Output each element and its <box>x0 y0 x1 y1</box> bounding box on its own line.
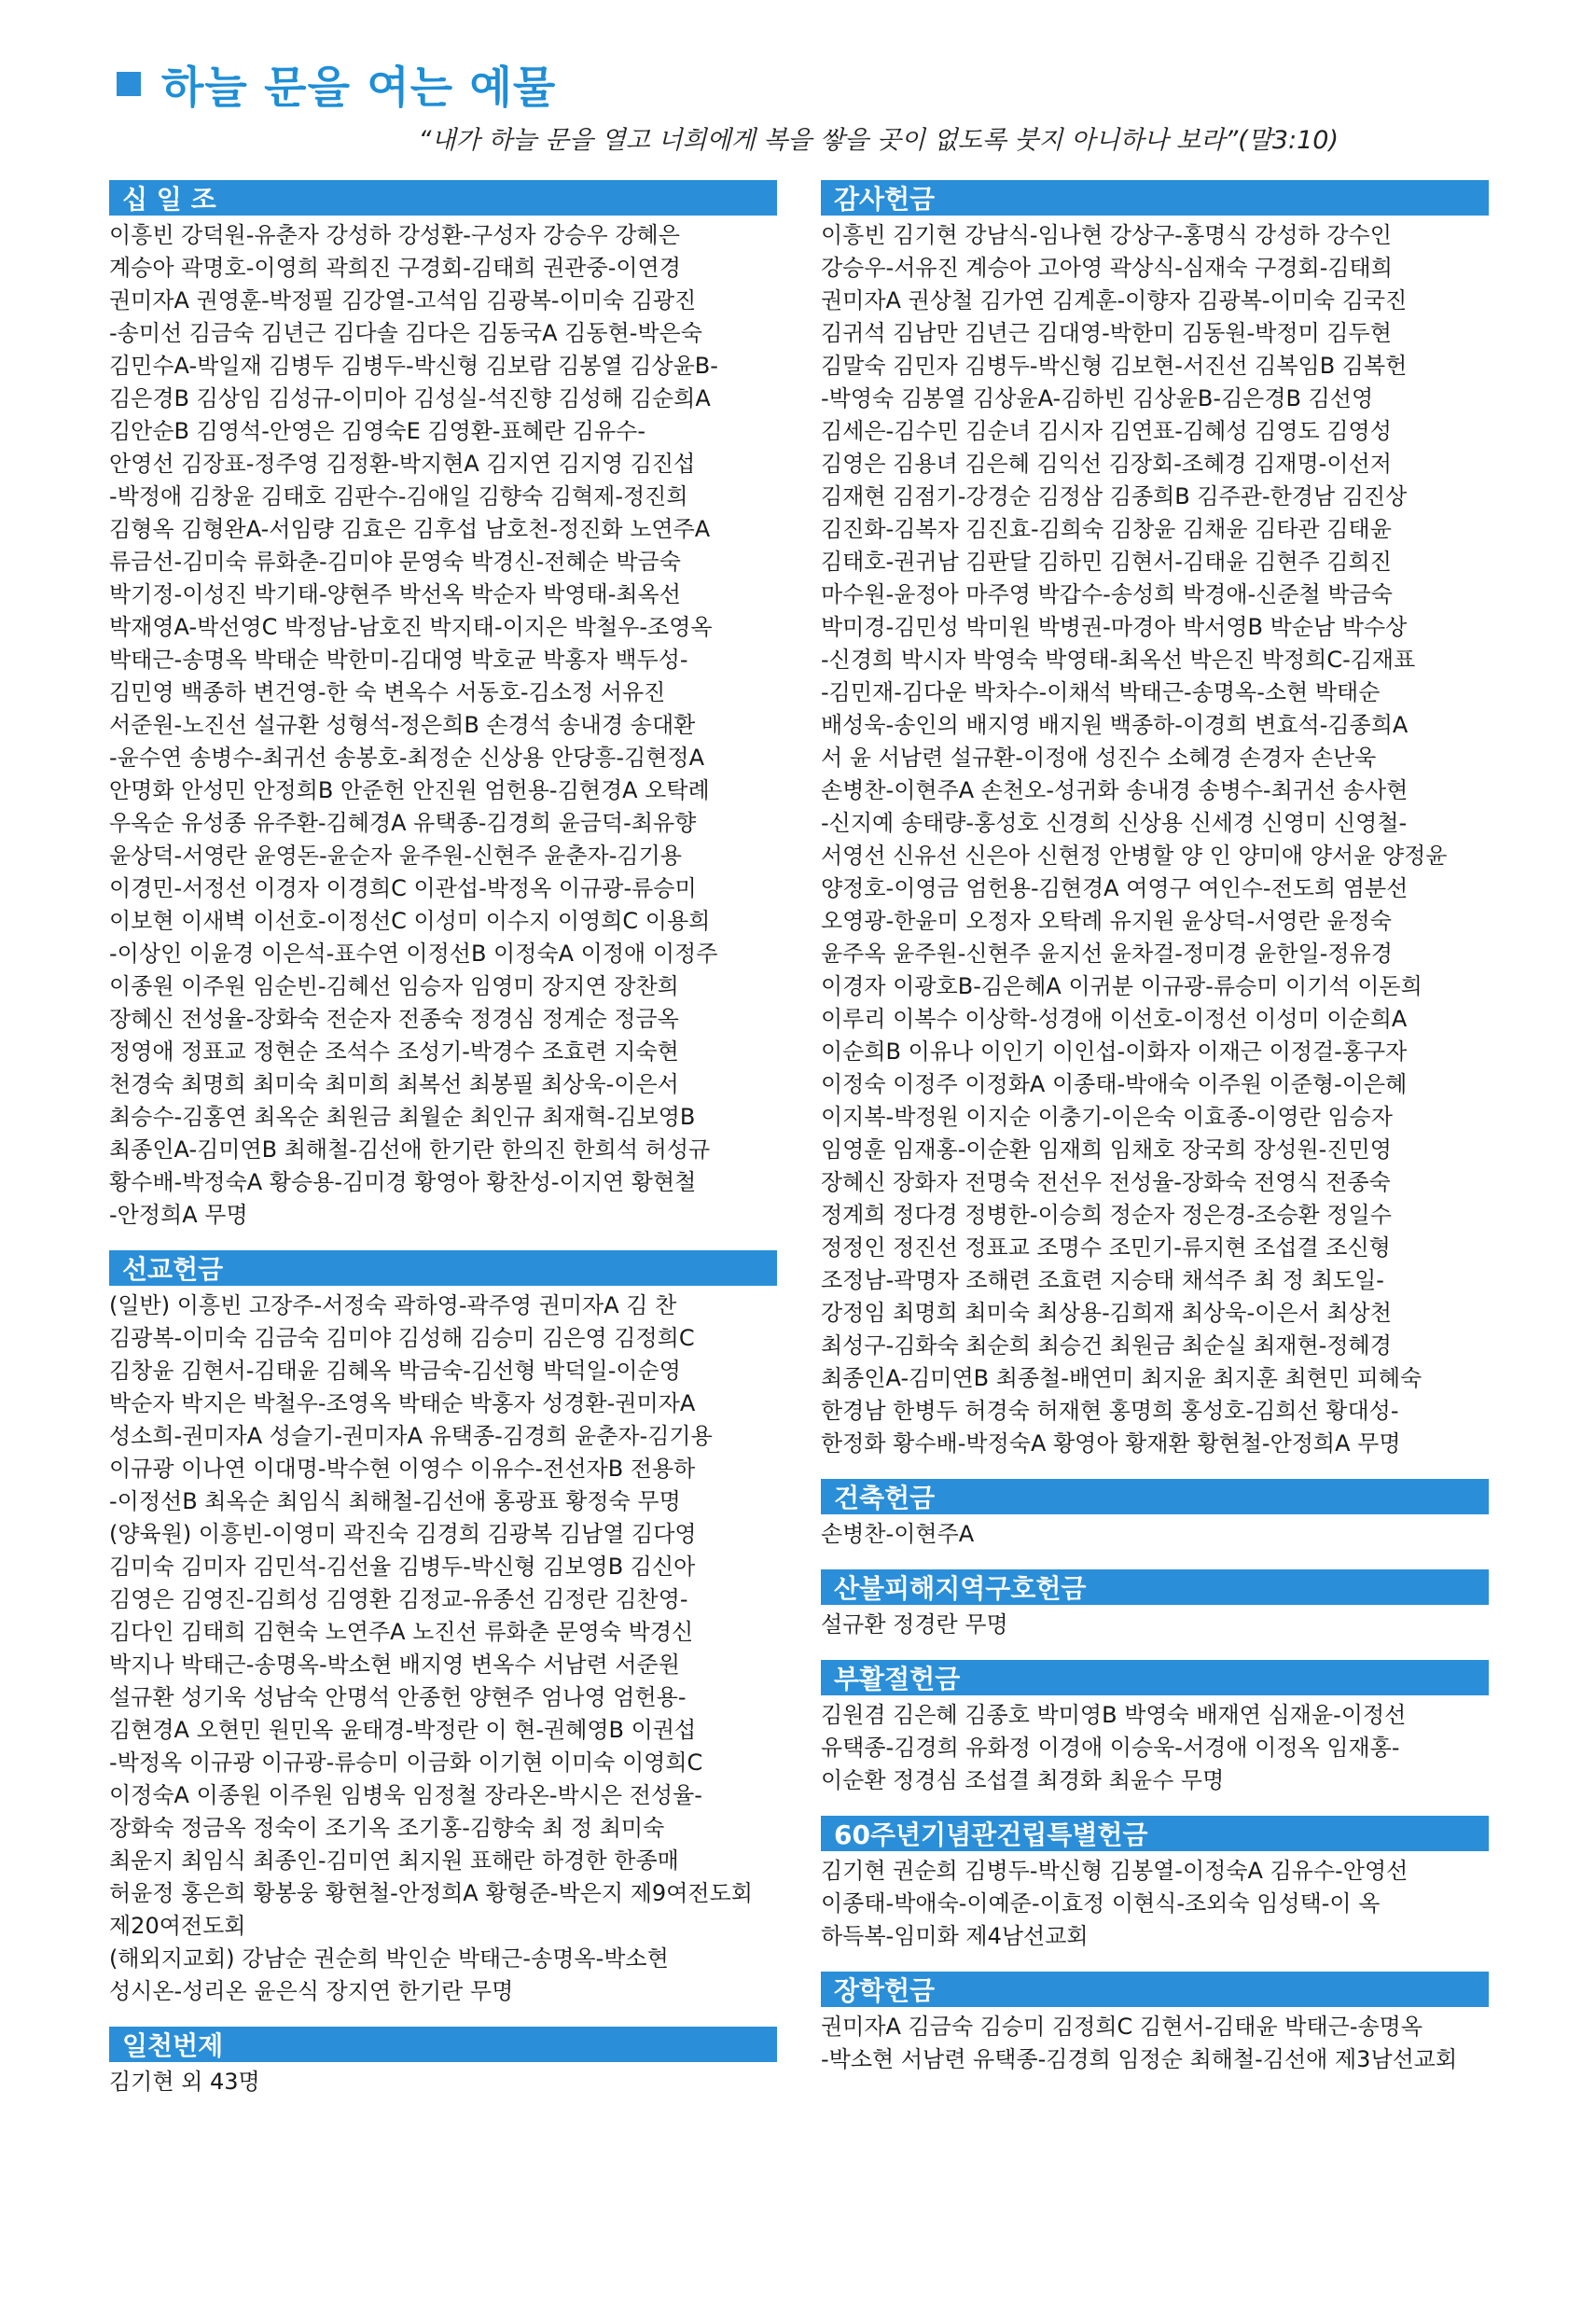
donor-line: 허윤정 홍은희 황봉웅 황현철-안정희A 황형준-박은지 제9여전도회 <box>109 1880 753 1906</box>
donor-line: 이정숙A 이종원 이주원 임병욱 임정철 장라온-박시은 전성율- <box>109 1782 702 1808</box>
donor-line: (일반) 이흥빈 고장주-서정숙 곽하영-곽주영 권미자A 김 찬 <box>109 1292 677 1318</box>
donor-line: -박정애 김창윤 김태호 김판수-김애일 김향숙 김혁제-정진희 <box>109 483 688 509</box>
donor-line: 조정남-곽명자 조해련 조효련 지승태 채석주 최 정 최도일- <box>821 1267 1384 1293</box>
donor-line: 김창윤 김현서-김태윤 김혜옥 박금숙-김선형 박덕일-이순영 <box>109 1358 681 1384</box>
section-heading: 부활절헌금 <box>821 1660 1489 1695</box>
donor-line: 김영은 김용녀 김은혜 김익선 김장회-조혜경 김재명-이선저 <box>821 451 1392 477</box>
offering-section <box>821 1816 1489 1953</box>
donor-line: 김민영 백종하 변건영-한 숙 변옥수 서동호-김소정 서유진 <box>109 679 666 705</box>
donor-line: 권미자A 권영훈-박정필 김강열-고석임 김광복-이미숙 김광진 <box>109 287 697 314</box>
section-heading: 장학헌금 <box>821 1972 1489 2007</box>
donor-line: 제20여전도회 <box>109 1913 246 1939</box>
section-body <box>109 1289 777 2008</box>
donor-line: 성시온-성리온 윤은식 장지연 한기란 무명 <box>109 1978 514 2004</box>
donor-line: 이흥빈 강덕원-유춘자 강성하 강성환-구성자 강승우 강혜은 <box>109 222 680 248</box>
offering-section <box>109 2027 777 2098</box>
donor-line: 박미경-김민성 박미원 박병권-마경아 박서영B 박순남 박수상 <box>821 614 1408 640</box>
donor-line: (양육원) 이흥빈-이영미 곽진숙 김경희 김광복 김남열 김다영 <box>109 1521 697 1547</box>
donor-line: 장혜신 장화자 전명숙 전선우 전성율-장화숙 전영식 전종숙 <box>821 1169 1391 1195</box>
donor-line: 김미숙 김미자 김민석-김선율 김병두-박신형 김보영B 김신아 <box>109 1554 696 1580</box>
donor-line: 하득복-임미화 제4남선교회 <box>821 1923 1089 1949</box>
section-heading: 60주년기념관건립특별헌금 <box>821 1816 1489 1851</box>
donor-line: 이정숙 이정주 이정화A 이종태-박애숙 이주원 이준형-이은혜 <box>821 1071 1408 1097</box>
offering-section <box>821 1569 1489 1641</box>
donor-line: 서준원-노진선 설규환 성형석-정은희B 손경석 송내경 송대환 <box>109 712 696 738</box>
page-title: 하늘 문을 여는 예물 <box>161 62 557 114</box>
section-heading: 산불피해지역구호헌금 <box>821 1569 1489 1605</box>
donor-line: -신지예 송태량-홍성호 신경희 신상용 신세경 신영미 신영철- <box>821 810 1408 836</box>
donor-line: 김태호-권귀남 김판달 김하민 김현서-김태윤 김현주 김희진 <box>821 549 1392 575</box>
offering-section <box>821 180 1489 1460</box>
donor-line: 최성구-김화숙 최순희 최승건 최원금 최순실 최재현-정혜경 <box>821 1332 1392 1359</box>
donor-line: -박정옥 이규광 이규광-류승미 이금화 이기현 이미숙 이영희C <box>109 1749 703 1776</box>
donor-line: -이상인 이윤경 이은석-표수연 이정선B 이정숙A 이정애 이정주 <box>109 941 718 967</box>
donor-line: (해외지교회) 강남순 권순희 박인순 박태근-송명옥-박소현 <box>109 1945 669 1972</box>
donor-line: 성소희-권미자A 성슬기-권미자A 유택종-김경희 윤춘자-김기용 <box>109 1423 713 1449</box>
donor-line: 김안순B 김영석-안영은 김영숙E 김영환-표혜란 김유수- <box>109 418 645 444</box>
section-body <box>821 1609 1489 1641</box>
donor-line: -박영숙 김봉열 김상윤A-김하빈 김상윤B-김은경B 김선영 <box>821 385 1374 411</box>
offering-section <box>821 1660 1489 1797</box>
donor-line: 이보현 이새벽 이선호-이정선C 이성미 이수지 이영희C 이용희 <box>109 908 711 934</box>
donor-line: 김영은 김영진-김희성 김영환 김정교-유종선 김정란 김찬영- <box>109 1586 688 1612</box>
donor-line: 김은경B 김상임 김성규-이미아 김성실-석진향 김성해 김순희A <box>109 385 711 411</box>
donor-line: -김민재-김다운 박차수-이채석 박태근-송명옥-소현 박태순 <box>821 679 1381 705</box>
donor-line: 손병찬-이현주A <box>821 1521 975 1547</box>
donor-line: 김형옥 김형완A-서임량 김효은 김후섭 남호천-정진화 노연주A <box>109 516 711 542</box>
donor-line: 장혜신 전성율-장화숙 전순자 전종숙 정경심 정계순 정금옥 <box>109 1006 679 1032</box>
section-body <box>821 2011 1489 2076</box>
donor-line: 박태근-송명옥 박태순 박한미-김대영 박호균 박홍자 백두성- <box>109 647 688 673</box>
donor-line: -윤수연 송병수-최귀선 송봉호-최정순 신상용 안당흥-김현정A <box>109 745 704 771</box>
donor-line: 권미자A 김금숙 김승미 김정희C 김현서-김태윤 박태근-송명옥 <box>821 2014 1423 2040</box>
donor-line: 박지나 박태근-송명옥-박소현 배지영 변옥수 서남련 서준원 <box>109 1652 680 1678</box>
scripture-quote: “내가 하늘 문을 열고 너희에게 복을 쌓을 곳이 없도록 붓지 아니하나 보라”(말3:10) <box>418 126 1339 155</box>
donor-line: 강승우-서유진 계승아 고아영 곽상식-심재숙 구경회-김태희 <box>821 255 1393 281</box>
section-body <box>821 219 1489 1460</box>
donor-line: 이지복-박정원 이지순 이충기-이은숙 이효종-이영란 임승자 <box>821 1104 1393 1130</box>
donor-line: 이경민-서정선 이경자 이경희C 이관섭-박정옥 이규광-류승미 <box>109 875 697 901</box>
donor-line: 안영선 김장표-정주영 김정환-박지현A 김지연 김지영 김진섭 <box>109 451 696 477</box>
donor-line: 설규환 정경란 무명 <box>821 1611 1008 1638</box>
donor-line: 이종태-박애숙-이예준-이효정 이현식-조외숙 임성택-이 옥 <box>821 1890 1381 1917</box>
donor-line: 계승아 곽명호-이영희 곽희진 구경회-김태희 권관중-이연경 <box>109 255 681 281</box>
donor-line: 이순희B 이유나 이인기 이인섭-이화자 이재근 이정걸-홍구자 <box>821 1039 1408 1065</box>
donor-line: -이정선B 최옥순 최임식 최해철-김선애 홍광표 황정숙 무명 <box>109 1488 681 1514</box>
section-heading: 건축헌금 <box>821 1479 1489 1514</box>
offering-section <box>821 1972 1489 2076</box>
donor-line: 정계희 정다경 정병한-이승희 정순자 정은경-조승환 정일수 <box>821 1202 1392 1228</box>
donor-line: 최종인A-김미연B 최해철-김선애 한기란 한의진 한희석 허성규 <box>109 1136 711 1163</box>
donor-line: 한정화 황수배-박정숙A 황영아 황재환 황현철-안정희A 무명 <box>821 1430 1401 1457</box>
donor-line: -송미선 김금숙 김년근 김다솔 김다은 김동국A 김동현-박은숙 <box>109 320 702 346</box>
donor-line: 황수배-박정숙A 황승용-김미경 황영아 황찬성-이지연 황현철 <box>109 1169 697 1195</box>
donor-line: 이순환 정경심 조섭결 최경화 최윤수 무명 <box>821 1767 1225 1793</box>
donor-line: 서 윤 서남련 설규환-이정애 성진수 소혜경 손경자 손난욱 <box>821 745 1377 771</box>
donor-line: 설규환 성기욱 성남숙 안명석 안종헌 양현주 엄나영 엄헌용- <box>109 1684 687 1710</box>
donor-line: 김귀석 김남만 김년근 김대영-박한미 김동원-박정미 김두현 <box>821 320 1392 346</box>
donor-line: 윤상덕-서영란 윤영돈-윤순자 윤주원-신현주 윤춘자-김기용 <box>109 843 682 869</box>
donor-line: 박기정-이성진 박기태-양현주 박선옥 박순자 박영태-최옥선 <box>109 581 681 607</box>
page-header <box>117 54 556 114</box>
donor-line: 김기현 외 43명 <box>109 2069 260 2095</box>
donor-line: 서영선 신유선 신은아 신현정 안병할 양 인 양미애 양서윤 양정윤 <box>821 843 1448 869</box>
section-heading: 선교헌금 <box>109 1250 777 1286</box>
donor-line: 김원겸 김은혜 김종호 박미영B 박영숙 배재연 심재윤-이정선 <box>821 1702 1407 1728</box>
donor-line: 우옥순 유성종 유주환-김혜경A 유택종-김경희 윤금덕-최유향 <box>109 810 697 836</box>
donor-line: 김광복-이미숙 김금숙 김미야 김성해 김승미 김은영 김정희C <box>109 1325 695 1351</box>
section-heading: 일천번제 <box>109 2027 777 2062</box>
donor-line: 한경남 한병두 허경숙 허재현 홍명희 홍성호-김희선 황대성- <box>821 1398 1399 1424</box>
donor-line: 김진화-김복자 김진효-김희숙 김창윤 김채윤 김타관 김태윤 <box>821 516 1392 542</box>
donor-line: 안명화 안성민 안정희B 안준헌 안진원 엄헌용-김현경A 오탁례 <box>109 777 710 803</box>
donor-line: 권미자A 권상철 김가연 김계훈-이향자 김광복-이미숙 김국진 <box>821 287 1408 314</box>
donor-line: 김말숙 김민자 김병두-박신형 김보현-서진선 김복임B 김복헌 <box>821 353 1408 379</box>
left-column <box>109 180 777 2117</box>
section-body <box>109 219 777 1232</box>
donor-line: 최종인A-김미연B 최종철-배연미 최지윤 최지훈 최현민 피혜숙 <box>821 1365 1423 1391</box>
donor-line: 박재영A-박선영C 박정남-남호진 박지태-이지은 박철우-조영옥 <box>109 614 713 640</box>
donor-line: 김다인 김태희 김현숙 노연주A 노진선 류화춘 문영숙 박경신 <box>109 1619 694 1645</box>
donor-line: 김세은-김수민 김순녀 김시자 김연표-김혜성 김영도 김영성 <box>821 418 1392 444</box>
section-heading: 십 일 조 <box>109 180 777 216</box>
offering-section <box>821 1479 1489 1551</box>
section-heading: 감사헌금 <box>821 180 1489 216</box>
donor-line: 강정임 최명희 최미숙 최상용-김희재 최상욱-이은서 최상천 <box>821 1300 1392 1326</box>
section-body <box>821 1855 1489 1953</box>
donor-line: 김민수A-박일재 김병두 김병두-박신형 김보람 김봉열 김상윤B- <box>109 353 718 379</box>
donor-line: 정정인 정진선 정표교 조명수 조민기-류지현 조섭결 조신형 <box>821 1234 1391 1261</box>
offering-section <box>109 1250 777 2008</box>
section-body <box>109 2066 777 2098</box>
donor-line: -박소현 서남련 유택종-김경희 임정순 최해철-김선애 제3남선교회 <box>821 2046 1458 2072</box>
donor-line: 류금선-김미숙 류화춘-김미야 문영숙 박경신-전혜순 박금숙 <box>109 549 681 575</box>
donor-line: 윤주옥 윤주원-신현주 윤지선 윤차걸-정미경 윤한일-정유경 <box>821 941 1393 967</box>
section-body <box>821 1699 1489 1797</box>
donor-line: 박순자 박지은 박철우-조영옥 박태순 박홍자 성경환-권미자A <box>109 1390 696 1416</box>
section-body <box>821 1518 1489 1551</box>
donor-line: 오영광-한윤미 오정자 오탁례 유지원 윤상덕-서영란 윤정숙 <box>821 908 1392 934</box>
donor-line: 최운지 최임식 최종인-김미연 최지원 표해란 하경한 한종매 <box>109 1847 679 1874</box>
donor-line: 이경자 이광호B-김은혜A 이귀분 이규광-류승미 이기석 이돈희 <box>821 973 1423 999</box>
donor-line: 이루리 이복수 이상학-성경애 이선호-이정선 이성미 이순희A <box>821 1006 1408 1032</box>
donor-line: 이종원 이주원 임순빈-김혜선 임승자 임영미 장지연 장찬희 <box>109 973 679 999</box>
donor-line: 손병찬-이현주A 손천오-성귀화 송내경 송병수-최귀선 송사현 <box>821 777 1409 803</box>
right-column <box>821 180 1489 2095</box>
donor-line: 정영애 정표교 정현순 조석수 조성기-박경수 조효련 지숙현 <box>109 1039 679 1065</box>
donor-line: 유택종-김경희 유화정 이경애 이승욱-서경애 이정옥 임재홍- <box>821 1735 1400 1761</box>
donor-line: 김기현 권순희 김병두-박신형 김봉열-이정숙A 김유수-안영선 <box>821 1858 1409 1884</box>
donor-line: 이흥빈 김기현 강남식-임나현 강상구-홍명식 강성하 강수인 <box>821 222 1392 248</box>
donor-line: 이규광 이나연 이대명-박수현 이영수 이유수-전선자B 전용하 <box>109 1456 696 1482</box>
donor-line: 장화숙 정금옥 정숙이 조기옥 조기홍-김향숙 최 정 최미숙 <box>109 1815 665 1841</box>
donor-line: 배성욱-송인의 배지영 배지원 백종하-이경희 변효석-김종희A <box>821 712 1409 738</box>
donor-line: 임영훈 임재홍-이순환 임재희 임채호 장국희 장성원-진민영 <box>821 1136 1392 1163</box>
donor-line: 양정호-이영금 엄헌용-김현경A 여영구 여인수-전도희 염분선 <box>821 875 1409 901</box>
title-square-icon <box>117 72 141 96</box>
donor-line: 김현경A 오현민 원민옥 윤태경-박정란 이 현-권혜영B 이권섭 <box>109 1717 697 1743</box>
donor-line: -안정희A 무명 <box>109 1202 248 1228</box>
offering-section <box>109 180 777 1232</box>
donor-line: 마수원-윤정아 마주영 박갑수-송성희 박경애-신준철 박금숙 <box>821 581 1393 607</box>
donor-line: 최승수-김홍연 최옥순 최원금 최월순 최인규 최재혁-김보영B <box>109 1104 696 1130</box>
donor-line: 천경숙 최명희 최미숙 최미희 최복선 최봉필 최상욱-이은서 <box>109 1071 679 1097</box>
donor-line: -신경희 박시자 박영숙 박영태-최옥선 박은진 박정희C-김재표 <box>821 647 1416 673</box>
donor-line: 김재현 김점기-강경순 김정삼 김종희B 김주관-한경남 김진상 <box>821 483 1408 509</box>
